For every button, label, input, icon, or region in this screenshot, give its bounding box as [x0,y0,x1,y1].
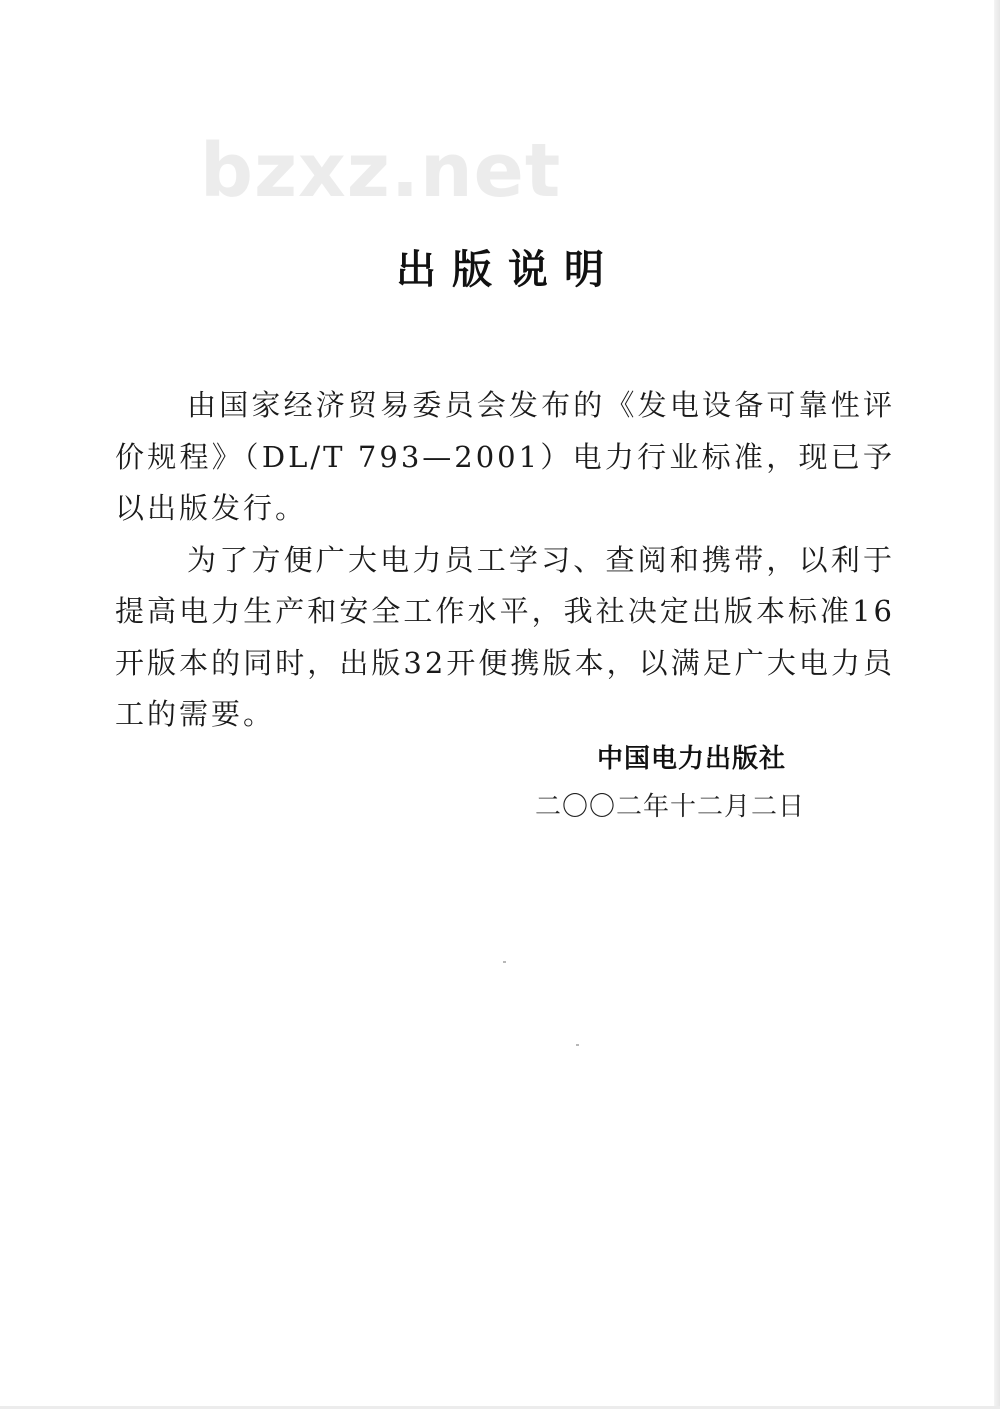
publication-date: 二〇〇二年十二月二日 [535,792,806,822]
publisher-signature: 中国电力出版社 [597,744,787,774]
page-edge-shadow [994,0,1000,1409]
page-title: 出版说明 [396,247,620,293]
paragraph: 由国家经济贸易委员会发布的《发电设备可靠性评价规程》（DL/T 793—2001）电力行业标准，现已予以出版发行。 [115,388,895,525]
scan-speck [576,1044,579,1046]
body-text [115,380,895,741]
paragraph: 为了方便广大电力员工学习、查阅和携带，以利于提高电力生产和安全工作水平，我社决定出版本标准16开版本的同时，出版32开便携版本，以满足广大电力员工的需要。 [115,542,895,731]
watermark: bzxz.net [200,128,562,214]
scan-speck [503,961,506,963]
